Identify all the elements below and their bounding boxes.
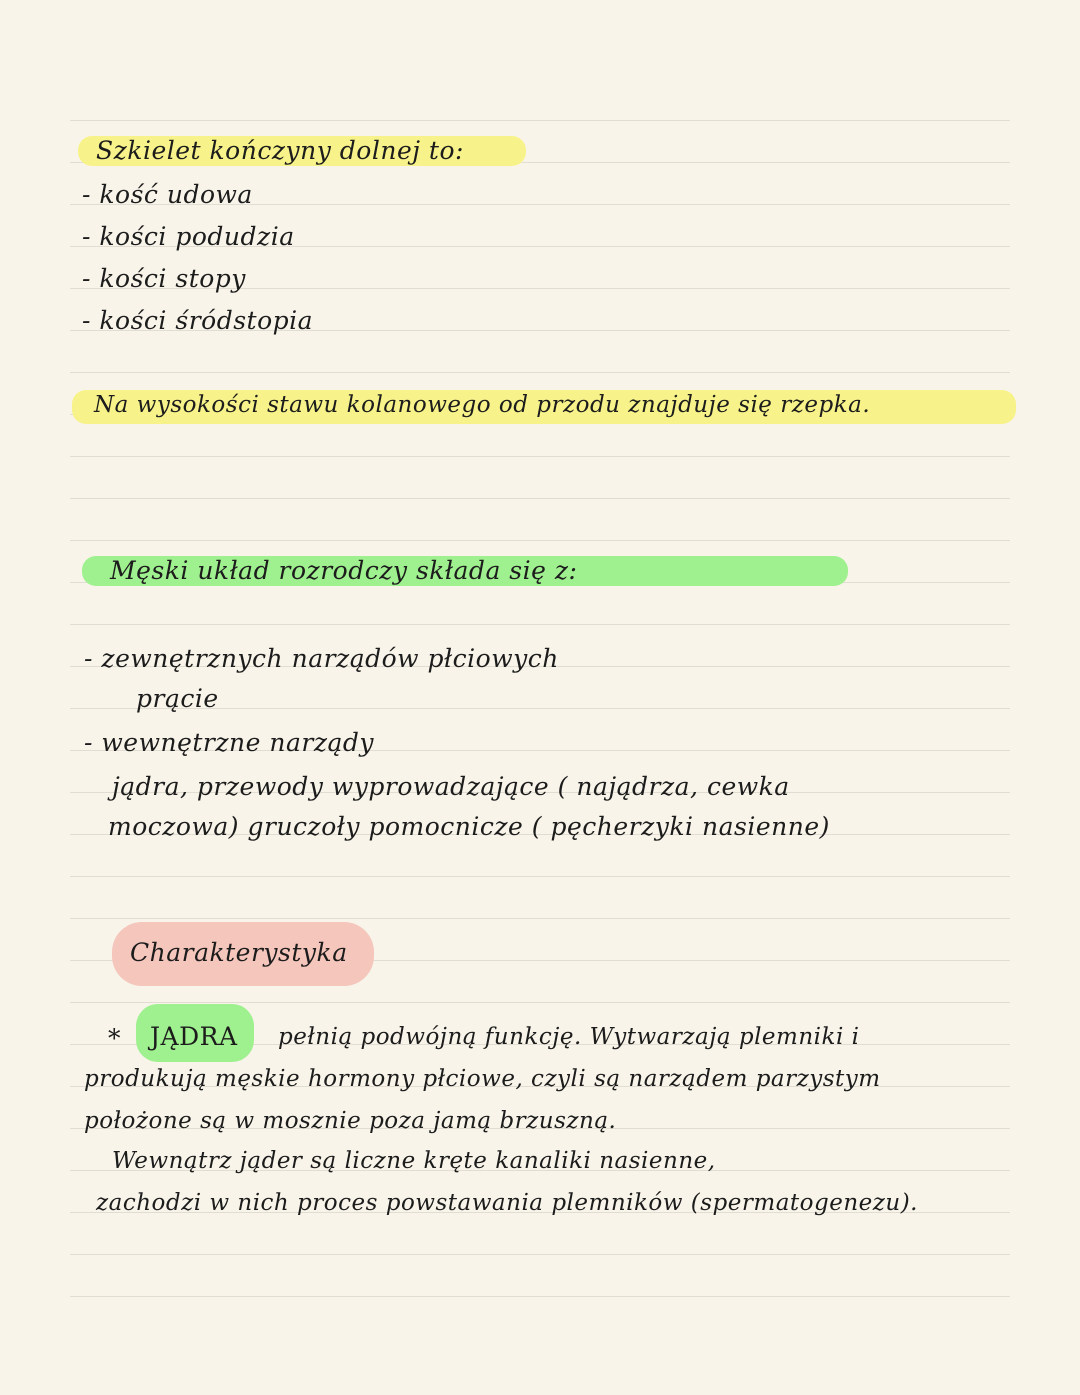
- text-line: - zewnętrznych narządów płciowych: [84, 644, 559, 673]
- text-line: Wewnątrz jąder są liczne kręte kanaliki nasienne,: [112, 1148, 716, 1174]
- list-item: - kości podudzia: [82, 222, 295, 251]
- keyword: JĄDRA: [150, 1022, 238, 1051]
- list-item: - kości śródstopia: [82, 306, 314, 335]
- text-line: prącie: [136, 684, 219, 713]
- section-heading: Szkielet kończyny dolnej to:: [96, 136, 464, 165]
- text-line: - wewnętrzne narządy: [84, 728, 375, 757]
- list-item: - kości stopy: [82, 264, 246, 293]
- bullet-marker: *: [108, 1024, 121, 1053]
- text-line: położone są w mosznie poza jamą brzuszną.: [84, 1108, 617, 1134]
- section-heading: Męski układ rozrodczy składa się z:: [110, 556, 578, 585]
- section-heading: Charakterystyka: [130, 938, 348, 967]
- note-text: Na wysokości stawu kolanowego od przodu znajduje się rzepka.: [94, 392, 871, 418]
- text-line: pełnią podwójną funkcję. Wytwarzają plemniki i: [278, 1024, 860, 1050]
- text-line: produkują męskie hormony płciowe, czyli są narządem parzystym: [84, 1066, 881, 1092]
- text-line: jądra, przewody wyprowadzające ( najądrza, cewka: [112, 772, 790, 801]
- text-line: moczowa) gruczoły pomocnicze ( pęcherzyki nasienne): [108, 812, 830, 841]
- list-item: - kość udowa: [82, 180, 253, 209]
- text-line: zachodzi w nich proces powstawania plemników (spermatogenezu).: [96, 1190, 918, 1216]
